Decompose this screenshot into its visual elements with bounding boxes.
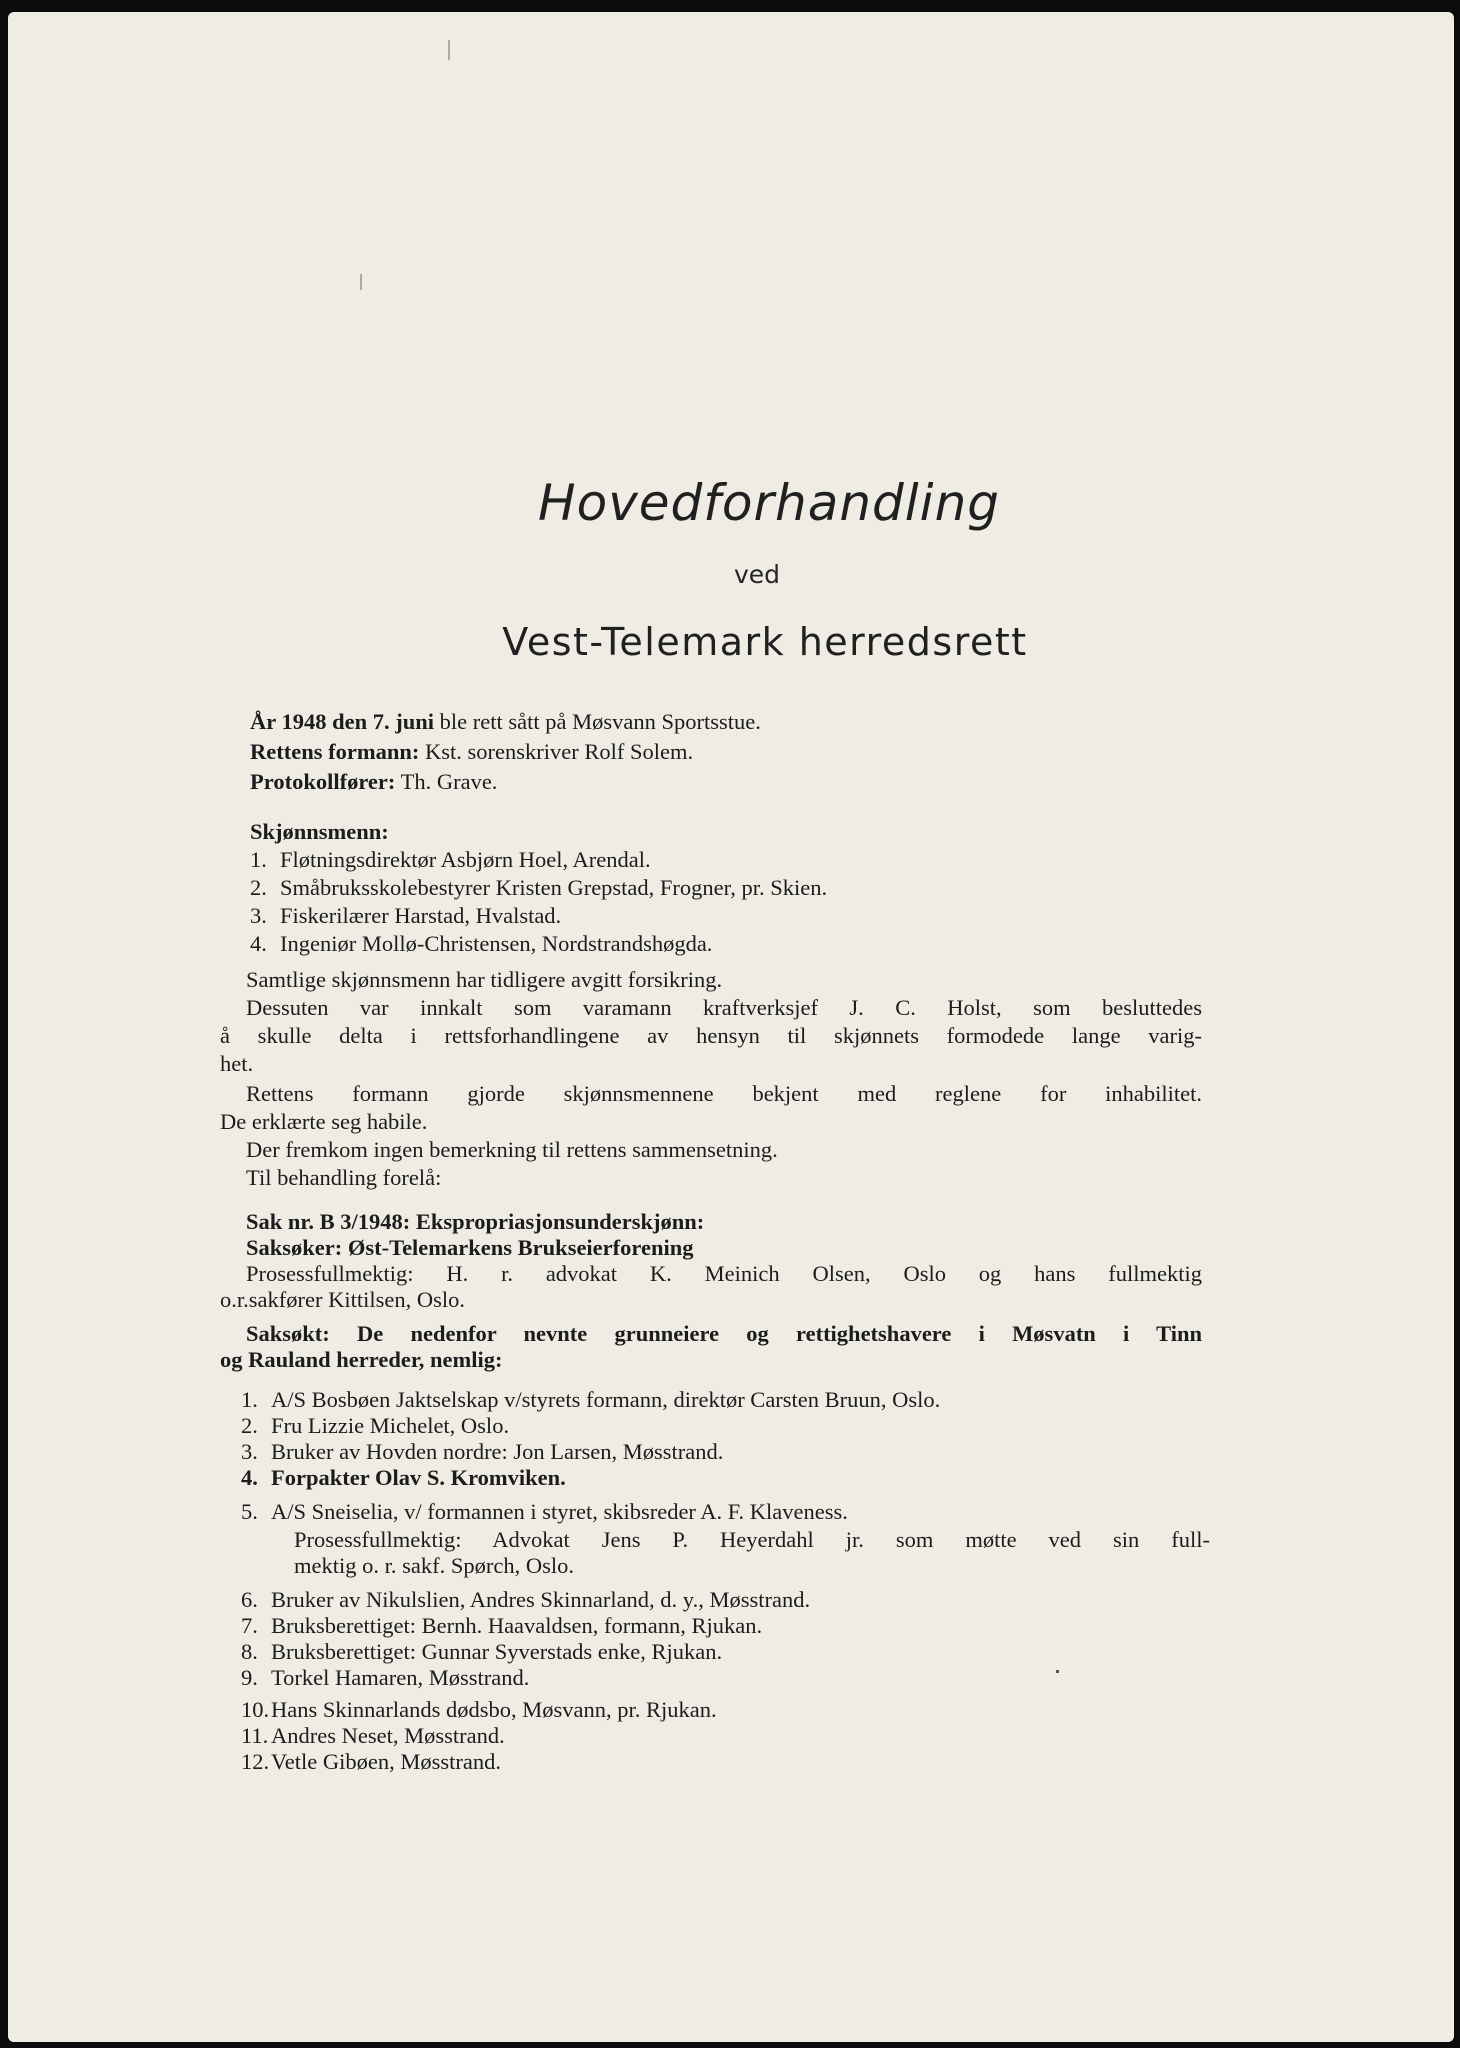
chair-value: Kst. sorenskriver Rolf Solem. xyxy=(424,739,694,764)
list-item: 4. Ingeniør Mollø-Christensen, Nordstrandshøgda. xyxy=(250,931,713,956)
list-item: 3. Bruker av Hovden nordre: Jon Larsen, Møsstrand. xyxy=(241,1439,724,1464)
list-item: 11. Andres Neset, Møsstrand. xyxy=(241,1723,505,1748)
chair-label: Rettens formann: xyxy=(250,739,420,764)
clerk-value: Th. Grave. xyxy=(400,769,498,794)
counsel-line-1: Prosessfullmektig: H. r. advokat K. Meinich Olsen, Oslo og hans fullmektig xyxy=(246,1261,1202,1286)
substitute-line-1: Dessuten var innkalt som varamann kraftverksjef J. C. Holst, som besluttedes xyxy=(246,995,1202,1020)
scan-mark xyxy=(1056,1670,1059,1673)
list-item: 7. Bruksberettiget: Bernh. Haavaldsen, formann, Rjukan. xyxy=(241,1613,763,1638)
defendant5-counsel-line-1: Prosessfullmektig: Advokat Jens P. Heyerdahl jr. som møtte ved sin full- xyxy=(294,1527,1210,1552)
remark-line: Der fremkom ingen bemerkning til rettens sammensetning. xyxy=(246,1137,778,1162)
case-number: Sak nr. B 3/1948: Ekspropriasjonsunderskjønn: xyxy=(246,1209,705,1234)
document-title: Hovedforhandling xyxy=(538,474,1000,532)
court-name: Vest-Telemark herredsrett xyxy=(502,620,1028,664)
date-label: År 1948 den 7. juni xyxy=(250,709,434,734)
list-item: 4. Forpakter Olav S. Kromviken. xyxy=(241,1465,566,1490)
list-item: 10.Hans Skinnarlands dødsbo, Møsvann, pr. Rjukan. xyxy=(241,1697,717,1722)
habile-line-1: Rettens formann gjorde skjønnsmennene bekjent med reglene for inhabilitet. xyxy=(246,1081,1202,1106)
list-item: 2. Fru Lizzie Michelet, Oslo. xyxy=(241,1413,510,1438)
substitute-line-3: het. xyxy=(220,1051,254,1076)
list-item: 12.Vetle Gibøen, Møsstrand. xyxy=(241,1749,501,1774)
agenda-line: Til behandling forelå: xyxy=(246,1165,442,1190)
list-item: 1. Fløtningsdirektør Asbjørn Hoel, Arendal. xyxy=(250,847,651,872)
date-text: ble rett sått på Møsvann Sportsstue. xyxy=(439,709,761,734)
subtitle-ved: ved xyxy=(733,560,781,589)
scan-mark xyxy=(360,274,362,290)
list-item: 9. Torkel Hamaren, Møsstrand. xyxy=(241,1665,530,1690)
substitute-line-2: å skulle delta i rettsforhandlingene av hensyn til skjønnets formodede lange varig- xyxy=(220,1023,1202,1048)
list-item: 8. Bruksberettiget: Gunnar Syverstads enke, Rjukan. xyxy=(241,1639,723,1664)
habile-line-2: De erklærte seg habile. xyxy=(220,1109,428,1134)
scan-mark xyxy=(448,40,450,60)
list-item: 3. Fiskerilærer Harstad, Hvalstad. xyxy=(250,903,562,928)
document-page xyxy=(8,12,1454,2042)
date-line xyxy=(250,708,761,736)
defendant-line-2: og Rauland herreder, nemlig: xyxy=(220,1347,503,1372)
clerk-line xyxy=(250,768,497,796)
list-item: 5. A/S Sneiselia, v/ formannen i styret, skibsreder A. F. Klaveness. xyxy=(241,1499,848,1524)
list-item: 6. Bruker av Nikulslien, Andres Skinnarland, d. y., Møsstrand. xyxy=(241,1587,811,1612)
plaintiff-line: Saksøker: Øst-Telemarkens Brukseierforening xyxy=(246,1235,694,1260)
clerk-label: Protokollfører: xyxy=(250,769,396,794)
chair-line xyxy=(250,738,693,766)
counsel-line-2: o.r.sakfører Kittilsen, Oslo. xyxy=(220,1287,465,1312)
defendant-line-1: Saksøkt: De nedenfor nevnte grunneiere og rettighetshavere i Møsvatn i Tinn xyxy=(246,1321,1202,1346)
oath-paragraph: Samtlige skjønnsmenn har tidligere avgitt forsikring. xyxy=(246,967,723,992)
defendant5-counsel-line-2: mektig o. r. sakf. Spørch, Oslo. xyxy=(294,1553,574,1578)
assessors-heading: Skjønnsmenn: xyxy=(250,819,389,844)
list-item: 1. A/S Bosbøen Jaktselskap v/styrets formann, direktør Carsten Bruun, Oslo. xyxy=(241,1387,941,1412)
list-item: 2. Småbruksskolebestyrer Kristen Grepstad, Frogner, pr. Skien. xyxy=(250,875,828,900)
